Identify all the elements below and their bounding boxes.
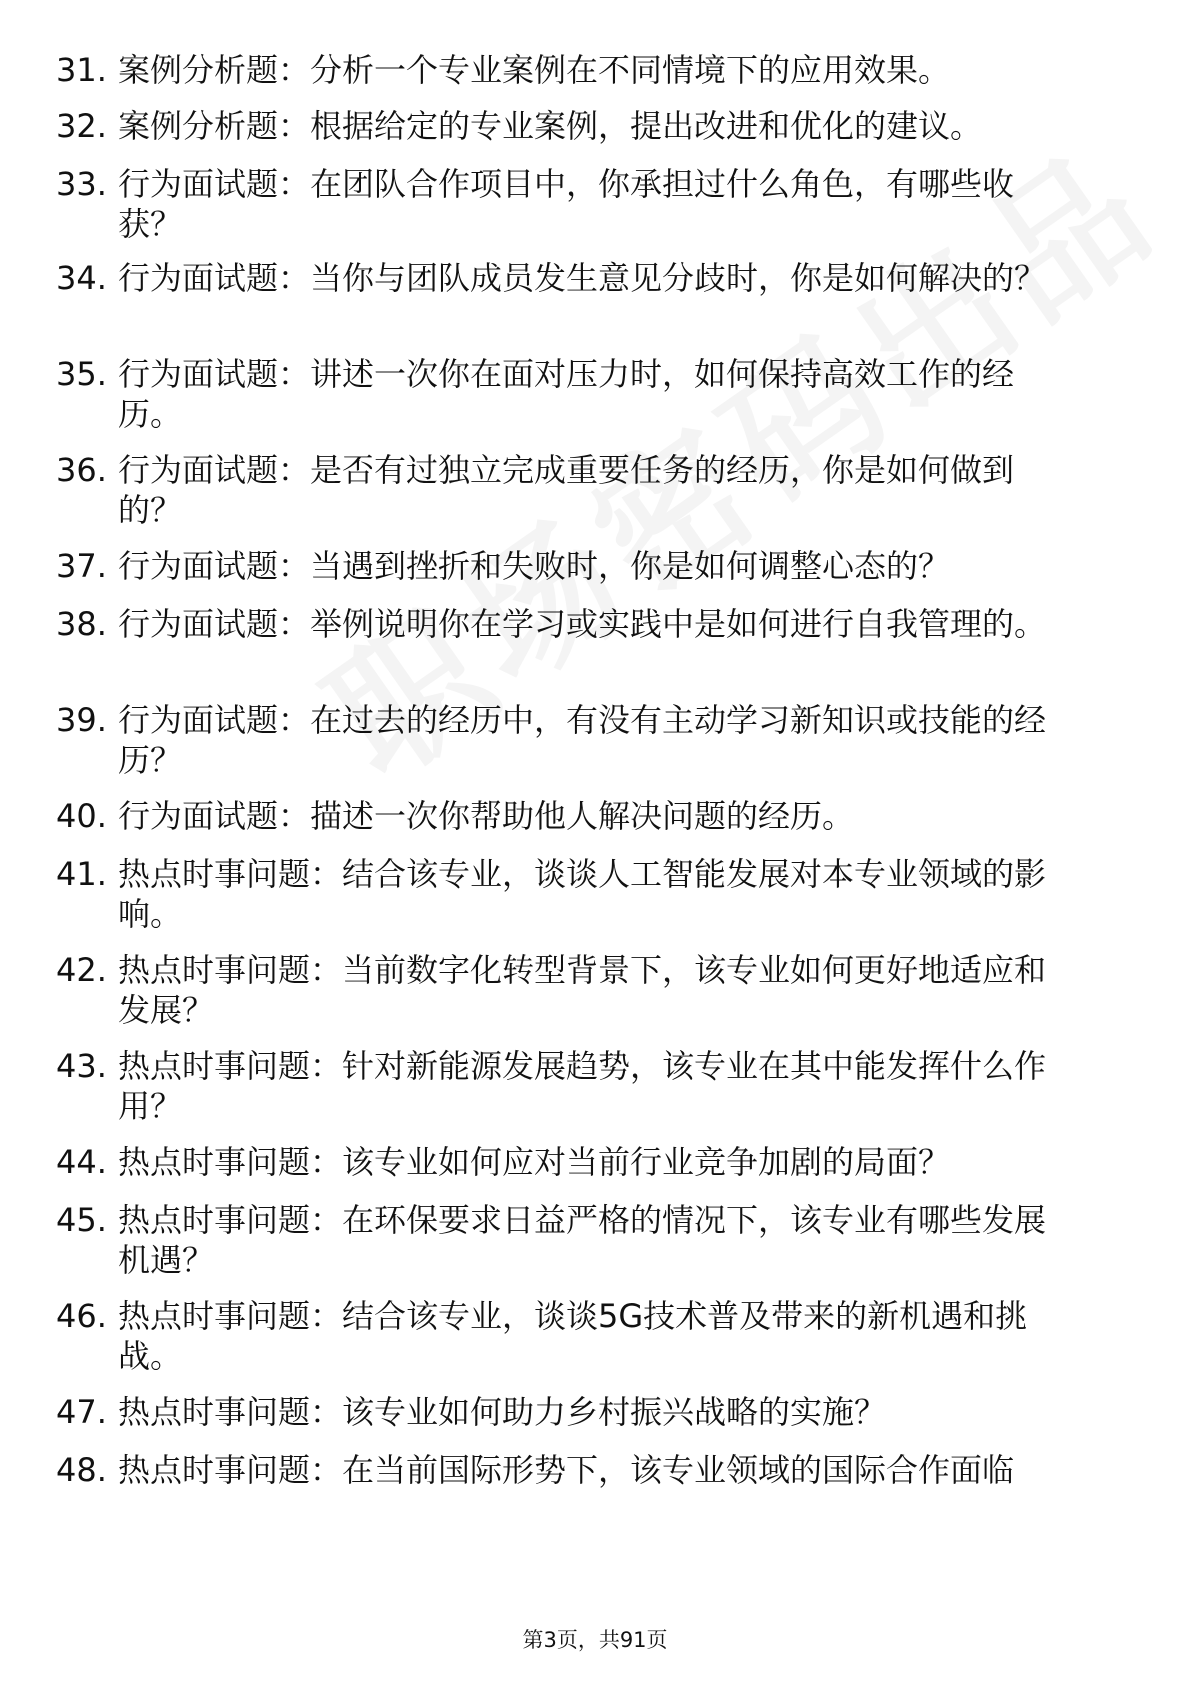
question-text: 行为面试题：讲述一次你在面对压力时，如何保持高效工作的经历。 (118, 355, 1015, 433)
question-number: 39. (56, 701, 107, 739)
question-text: 行为面试题：在过去的经历中，有没有主动学习新知识或技能的经历？ (118, 701, 1047, 779)
list-item (56, 450, 1136, 530)
question-text: 热点时事问题：针对新能源发展趋势，该专业在其中能发挥什么作用？ (118, 1047, 1047, 1125)
list-item (56, 1142, 1136, 1182)
list-item (56, 950, 1136, 1030)
question-text: 热点时事问题：结合该专业，谈谈人工智能发展对本专业领域的影响。 (118, 855, 1047, 933)
question-text: 行为面试题：在团队合作项目中，你承担过什么角色，有哪些收获？ (118, 165, 1015, 243)
list-item (56, 50, 1136, 90)
question-number: 45. (56, 1201, 107, 1239)
list-item (56, 604, 1136, 644)
list-item (56, 1296, 1136, 1376)
question-number: 47. (56, 1393, 107, 1431)
question-text: 热点时事问题：在当前国际形势下，该专业领域的国际合作面临 (118, 1451, 1015, 1489)
question-text: 热点时事问题：该专业如何应对当前行业竞争加剧的局面？ (118, 1143, 951, 1181)
question-number: 42. (56, 951, 107, 989)
question-number: 34. (56, 259, 107, 297)
question-number: 35. (56, 355, 107, 393)
question-number: 31. (56, 51, 107, 89)
page-footer: 第3页，共91页 (522, 1628, 668, 1652)
list-item (56, 1450, 1136, 1490)
question-number: 46. (56, 1297, 107, 1335)
question-text: 案例分析题：根据给定的专业案例，提出改进和优化的建议。 (118, 107, 983, 145)
question-text: 热点时事问题：该专业如何助力乡村振兴战略的实施？ (118, 1393, 887, 1431)
question-number: 43. (56, 1047, 107, 1085)
question-number: 33. (56, 165, 107, 203)
question-number: 41. (56, 855, 107, 893)
question-number: 36. (56, 451, 107, 489)
list-item (56, 546, 1136, 586)
question-number: 38. (56, 605, 107, 643)
list-item (56, 700, 1136, 780)
list-item (56, 354, 1136, 434)
list-item (56, 796, 1136, 836)
list-item (56, 1392, 1136, 1432)
question-text: 行为面试题：举例说明你在学习或实践中是如何进行自我管理的。 (118, 605, 1047, 643)
question-text: 热点时事问题：当前数字化转型背景下，该专业如何更好地适应和发展？ (118, 951, 1047, 1029)
question-text: 热点时事问题：结合该专业，谈谈5G技术普及带来的新机遇和挑战。 (118, 1297, 1028, 1375)
question-number: 37. (56, 547, 107, 585)
list-item (56, 1046, 1136, 1126)
question-text: 案例分析题：分析一个专业案例在不同情境下的应用效果。 (118, 51, 951, 89)
question-text: 热点时事问题：在环保要求日益严格的情况下，该专业有哪些发展机遇？ (118, 1201, 1047, 1279)
question-number: 40. (56, 797, 107, 835)
list-item (56, 164, 1136, 244)
question-text: 行为面试题：是否有过独立完成重要任务的经历，你是如何做到的？ (118, 451, 1015, 529)
question-number: 48. (56, 1451, 107, 1489)
question-number: 44. (56, 1143, 107, 1181)
question-text: 行为面试题：当你与团队成员发生意见分歧时，你是如何解决的？ (118, 259, 1047, 297)
list-item (56, 854, 1136, 934)
list-item (56, 258, 1136, 298)
question-text: 行为面试题：描述一次你帮助他人解决问题的经历。 (118, 797, 855, 835)
list-item (56, 106, 1136, 146)
question-number: 32. (56, 107, 107, 145)
question-text: 行为面试题：当遇到挫折和失败时，你是如何调整心态的？ (118, 547, 951, 585)
list-item (56, 1200, 1136, 1280)
